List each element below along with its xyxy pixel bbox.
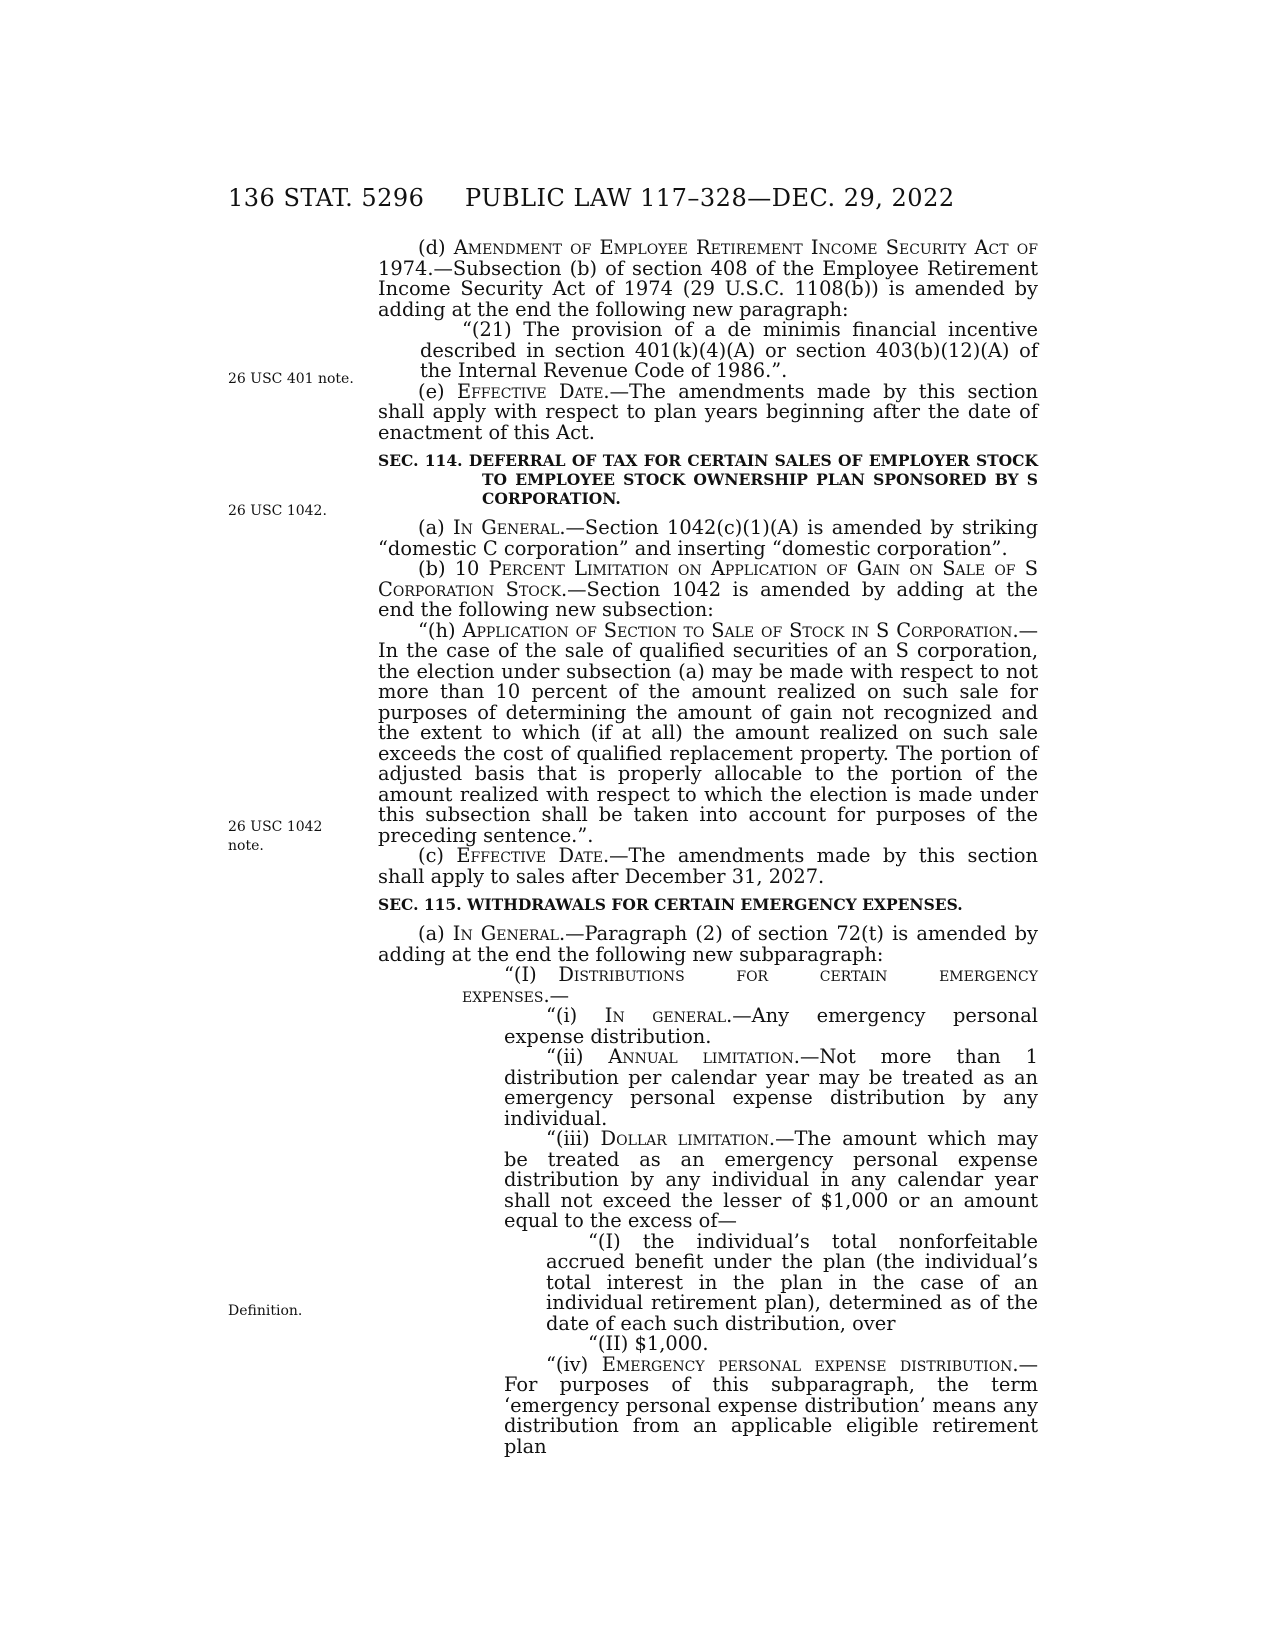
clause-ii: [378, 1047, 1038, 1129]
document-body: [378, 238, 1038, 1457]
label: “(h): [418, 618, 463, 642]
heading: Amendment of Employee Retirement Income Security Act of 1974: [378, 236, 1038, 280]
stat-page-number: 136 STAT. 5296: [228, 184, 425, 212]
heading: In General: [453, 516, 560, 539]
text: .—Section 1042(c)(1)(A) is amended by striking “domestic C corporation” and inserting “domestic corporation”.: [378, 516, 1039, 560]
text: .—Subsection (b) of section 408 of the Employee Retirement Income Security Act of 1974 (29 U.S.C. 1108(b)) is amended by adding at the end the following new paragraph:: [378, 256, 1038, 321]
subsection-b-114: [378, 559, 1038, 621]
text: .—: [543, 983, 570, 1007]
public-law-title: PUBLIC LAW 117–328—DEC. 29, 2022: [465, 184, 955, 212]
heading: Effective Date: [456, 844, 603, 867]
margin-note-line: note.: [228, 838, 264, 854]
text: .—Not more than 1 distribution per calendar year may be treated as an emergency personal expense distribution by any individual.: [504, 1045, 1038, 1130]
label: (a): [418, 922, 453, 945]
paragraph-21: “(21) The provision of a de minimis financial incentive described in section 401(k)(4)(A) or section 403(b)(12)(A) of the Internal Revenue Code of 1986.”.: [420, 318, 1038, 382]
subsection-e: [378, 379, 1038, 444]
heading: 10 Percent Limitation on Application of Gain on Sale of S Corporation Stock: [378, 557, 1038, 601]
section-heading-114: SEC. 114. DEFERRAL OF TAX FOR CERTAIN SALES OF EMPLOYER STOCK TO EMPLOYEE STOCK OWNERSHIP PLAN SPONSORED BY S CORPORATION.: [378, 451, 1038, 508]
text: .—The amount which may be treated as an emergency personal expense distribution by any individual in any calendar year shall not exceed the lesser of $1,000 or an amount equal to the excess of—: [504, 1127, 1038, 1232]
margin-note: [228, 818, 358, 856]
label: (d): [418, 236, 454, 259]
page-header: [228, 184, 1038, 214]
clause-iv: [378, 1352, 1038, 1458]
subsection-a-115: [378, 924, 1038, 965]
section-heading-115: SEC. 115. WITHDRAWALS FOR CERTAIN EMERGENCY EXPENSES.: [378, 895, 963, 914]
label: “(ii): [546, 1045, 609, 1068]
label: “(iii): [546, 1127, 601, 1150]
text: .—Section 1042 is amended by adding at the end the following new subsection:: [378, 577, 1039, 621]
heading: Effective Date: [456, 379, 604, 403]
label: “(I): [504, 963, 559, 986]
label: “(i): [546, 1004, 605, 1027]
heading: In general: [604, 1004, 727, 1027]
label: (c): [418, 844, 457, 867]
text: .—The amendments made by this section shall apply with respect to plan years beginning after the date of enactment of this Act.: [378, 379, 1038, 444]
heading: Annual limitation: [608, 1045, 794, 1068]
label: “(iv): [546, 1352, 602, 1376]
heading: Application of Section to Sale of Stock in S Corporation: [462, 618, 1013, 642]
label: (a): [418, 516, 454, 539]
subparagraph-I: [378, 965, 1038, 1006]
margin-note-line: 26 USC 1042: [228, 819, 323, 835]
heading: Distributions for certain emergency expenses: [462, 963, 1038, 1007]
subsection-d: [378, 238, 1038, 320]
text: .—Paragraph (2) of section 72(t) is amended by adding at the end the following new subparagraph:: [378, 922, 1038, 966]
text: .—Any emergency personal expense distribution.: [504, 1004, 1038, 1048]
subclause-I: “(I) the individual’s total nonforfeitable accrued benefit under the plan (the individual’s total interest in the plan in the case of an individual retirement plan), determined as of the date of each such distribution, over: [546, 1229, 1038, 1335]
subsection-a-114: [378, 518, 1038, 559]
text: .—In the case of the sale of qualified securities of an S corporation, the election under subsection (a) may be made with respect to not more than 10 percent of the amount realized on such sale for purposes of determining the amount of gain not recognized and the extent to which (if at all) the amount realized on such sale exceeds the cost of qualified replacement property. The portion of adjusted basis that is properly allocable to the portion of the amount realized with respect to which the election is made under this subsection shall be taken into account for purposes of the preceding sentence.”.: [378, 618, 1038, 847]
clause-iii: [378, 1129, 1038, 1232]
margin-note: 26 USC 401 note.: [228, 371, 354, 387]
subsection-h: [378, 618, 1038, 847]
heading: Dollar limitation: [600, 1127, 769, 1150]
margin-note: Definition.: [228, 1303, 303, 1319]
subsection-c-114: [378, 846, 1038, 887]
label: (b): [418, 557, 455, 580]
subclause-II: “(II) $1,000.: [588, 1332, 709, 1355]
clause-i: [378, 1006, 1038, 1047]
text: .—The amendments made by this section shall apply to sales after December 31, 2027.: [378, 844, 1038, 888]
heading: In General: [452, 922, 559, 945]
heading: Emergency personal expense distribution: [601, 1352, 1013, 1376]
label: (e): [418, 379, 457, 403]
text: .—For purposes of this subparagraph, the term ‘emergency personal expense distribution’ means any distribution from an applicable eligible retirement plan: [504, 1352, 1038, 1458]
margin-note: 26 USC 1042.: [228, 503, 327, 519]
